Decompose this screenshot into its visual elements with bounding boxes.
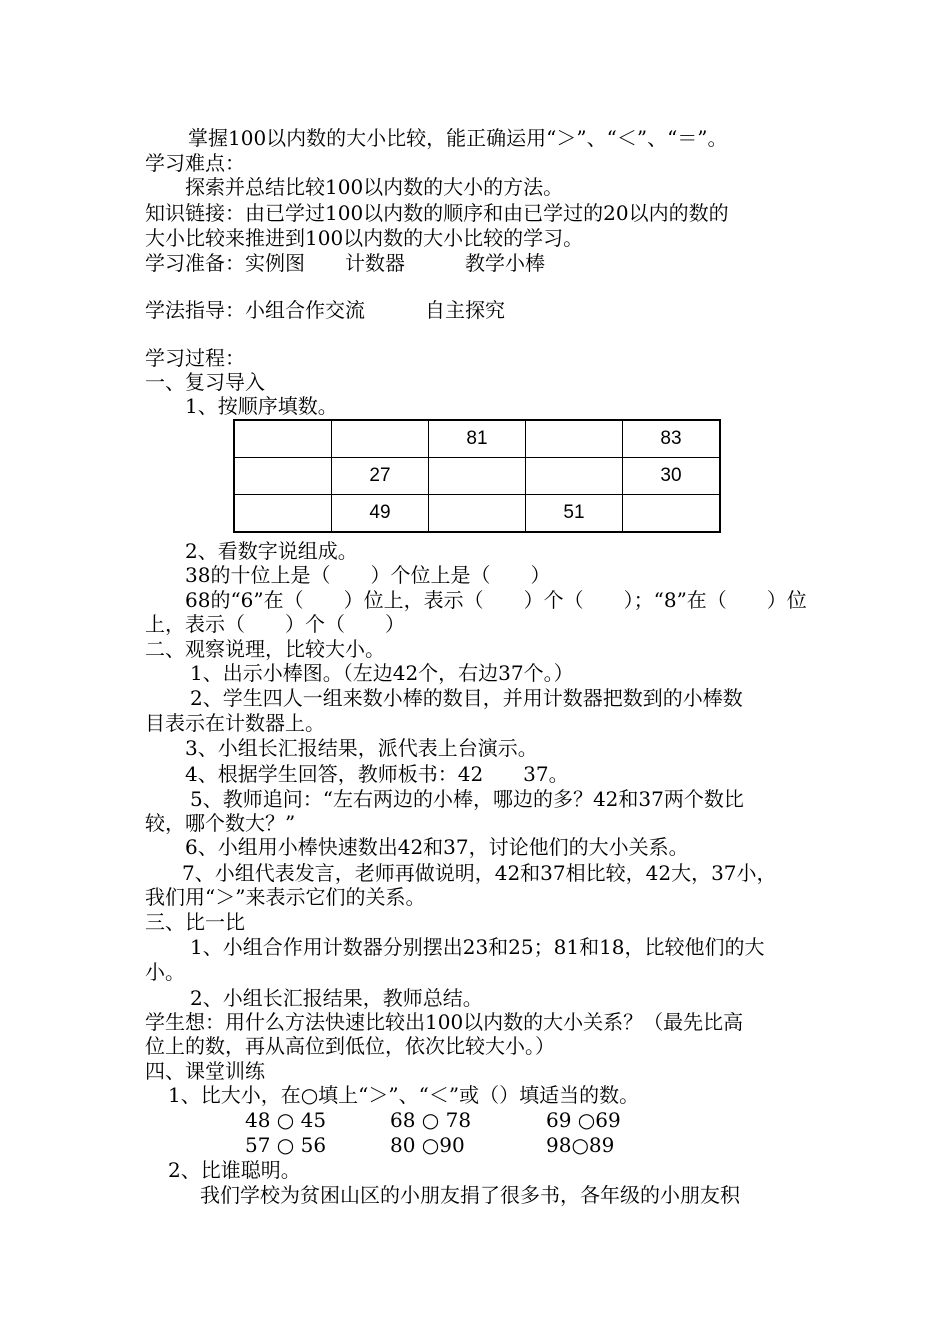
text-line: 上，表示（ ）个（ ）: [145, 612, 405, 636]
text-line: 知识链接：由已学过100以内数的顺序和由已学过的20以内的数的: [145, 201, 729, 225]
table-cell: 51: [526, 495, 623, 533]
compare-item: 57 ○ 56: [245, 1133, 327, 1157]
text-line: 小。: [145, 960, 185, 984]
compare-item: 98○89: [546, 1133, 615, 1157]
table-cell: 30: [623, 458, 721, 495]
text-line: 3、小组长汇报结果，派代表上台演示。: [185, 736, 538, 760]
compare-item: 48 ○ 45: [245, 1108, 327, 1132]
number-table: [233, 419, 721, 533]
text-line: 6、小组用小棒快速数出42和37，讨论他们的大小关系。: [185, 835, 689, 859]
table-cell: [623, 495, 721, 533]
text-line: 较，哪个数大？”: [145, 811, 296, 835]
heading-process: 学习过程：: [145, 346, 245, 370]
text-line: 学生想：用什么方法快速比较出100以内数的大小关系？（最先比高: [145, 1010, 744, 1034]
compare-item: 68 ○ 78: [390, 1108, 472, 1132]
text-line: 学法指导：小组合作交流 自主探究: [145, 298, 505, 322]
text-line: 38的十位上是（ ）个位上是（ ）: [185, 563, 551, 587]
text-line: 68的“6”在（ ）位上，表示（ ）个（ ）；“8”在（ ）位: [185, 588, 807, 612]
section-heading: 一、复习导入: [145, 370, 265, 394]
section-heading: 二、观察说理，比较大小。: [145, 637, 385, 661]
table-cell: [429, 495, 526, 533]
section-heading: 三、比一比: [145, 910, 245, 934]
text-line: 7、小组代表发言，老师再做说明，42和37相比较，42大，37小，: [182, 861, 777, 885]
text-line: 2、小组长汇报结果，教师总结。: [190, 986, 483, 1010]
text-line: 1、出示小棒图。（左边42个，右边37个。）: [190, 661, 574, 685]
text-line: 1、比大小，在○填上“＞”、“＜”或（）填适当的数。: [168, 1083, 640, 1107]
text-line: 大小比较来推进到100以内数的大小比较的学习。: [145, 226, 584, 250]
section-heading: 四、课堂训练: [145, 1059, 265, 1083]
text-line: 2、学生四人一组来数小棒的数目，并用计数器把数到的小棒数: [190, 686, 743, 710]
table-cell: [526, 458, 623, 495]
text-line: 探索并总结比较100以内数的大小的方法。: [185, 175, 564, 199]
text-line: 我们学校为贫困山区的小朋友捐了很多书，各年级的小朋友积: [200, 1183, 740, 1207]
text-line: 4、根据学生回答，教师板书：42 37。: [185, 762, 569, 786]
table-cell: 27: [332, 458, 429, 495]
text-line: 2、比谁聪明。: [168, 1158, 301, 1182]
compare-item: 80 ○90: [390, 1133, 465, 1157]
text-line: 2、看数字说组成。: [185, 539, 358, 563]
heading-difficulty: 学习难点：: [145, 151, 245, 175]
table-cell: 81: [429, 420, 526, 458]
text-line: 1、按顺序填数。: [185, 394, 338, 418]
table-cell: [526, 420, 623, 458]
text-line: 位上的数，再从高位到低位，依次比较大小。）: [145, 1034, 555, 1058]
table-cell: [234, 458, 332, 495]
table-cell: [332, 420, 429, 458]
text-line: 掌握100以内数的大小比较，能正确运用“＞”、“＜”、“＝”。: [188, 126, 728, 150]
table-cell: [234, 495, 332, 533]
text-line: 我们用“＞”来表示它们的关系。: [145, 885, 426, 909]
text-line: 1、小组合作用计数器分别摆出23和25；81和18，比较他们的大: [190, 935, 765, 959]
table-cell: [234, 420, 332, 458]
text-line: 目表示在计数器上。: [145, 711, 325, 735]
table-cell: 49: [332, 495, 429, 533]
table-cell: 83: [623, 420, 721, 458]
table-cell: [429, 458, 526, 495]
text-line: 5、教师追问：“左右两边的小棒，哪边的多？42和37两个数比: [190, 787, 744, 811]
compare-item: 69 ○69: [546, 1108, 621, 1132]
text-line: 学习准备：实例图 计数器 教学小棒: [145, 251, 545, 275]
